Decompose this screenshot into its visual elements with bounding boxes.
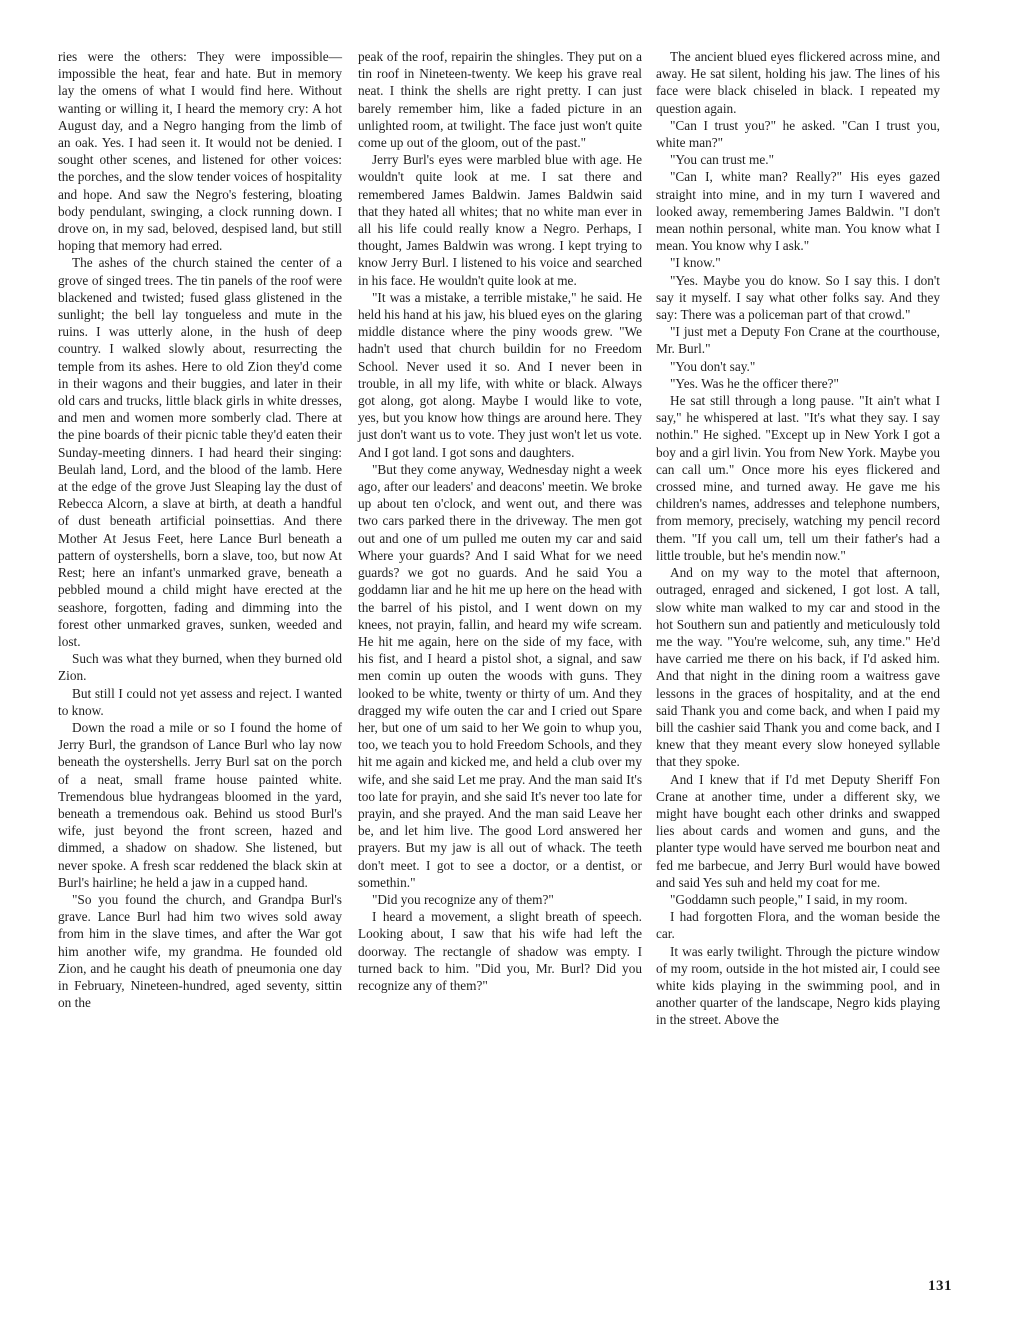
paragraph: I heard a movement, a slight breath of speech. Looking about, I saw that his wife had left the doorway. The rectangle of shadow was empty. I turned back to him. "Did you, Mr. Burl? Did you recognize any of them?" xyxy=(358,909,642,993)
paragraph: The ashes of the church stained the center of a grove of singed trees. The tin panels of the roof were blackened and twisted; fused glass glistened in the sunlight; the bell lay tongueless and mute in the ruins. I was utterly alone, in the hush of deep country. I walked slowly about, resurrecting the temple from its ashes. Here to old Zion they'd come in their wagons and their buggies, and later in their old cars and trucks, little black girls in white dresses, and men and women more somberly clad. There at the pine boards of their picnic table they'd eaten their Sunday-meeting dinners. I had heard their singing: Beulah land, Lord, and the blood of the lamb. Here at the edge of the grove Just Sleaping lay the dust of Rebecca Alcorn, a slave at birth, at death a handful of dust beneath artificial poinsettias. And there Mother At Jesus Feet, here Lance Burl beneath a pattern of oystershells, born a slave, too, but now At Rest; here an infant's unmarked grave, beneath a pebbled mound a child might have erected at the seashore, forgotten, fading and dimming into the forest other unmarked graves, sunken, weeded and lost. xyxy=(58,255,342,649)
paragraph: "Can I trust you?" he asked. "Can I trust you, white man?" xyxy=(656,117,940,151)
paragraph: "Goddamn such people," I said, in my room. xyxy=(670,891,908,907)
paragraph: ries were the others: They were impossible—impossible the heat, fear and hate. But in memory lay the omens of what I would find here. Without wanting or willing it, I heard the memory cry: A hot August day, and a Negro hanging from the limb of an oak. Yes. I had seen it. It would not be denied. I sought other scenes, and listened for other voices: the porches, and the slow tender voices of hospitality and hope. And saw the Negro's festering, bloating body pendulant, swinging, a clock running down. I drove on, in my sad, beloved, despised land, but still hoping that memory had erred. xyxy=(58,49,342,254)
paragraph: "Yes. Was he the officer there?" xyxy=(670,375,839,391)
paragraph: And on my way to the motel that afternoon, outraged, enraged and sickened, I got lost. A tall, slow white man walked to my car and stood in the hot Southern sun and patiently and meticulously told me the way. "You're welcome, suh, any time." He'd have carried me there on his back, if I'd asked him. And that night in the dining room a waitress gave lessons in the graces of hospitality, and at the end said Thank you and come back, and when I paid my bill the cashier said Thank you and come back, and I knew that they meant every slow honeyed syllable that they spoke. xyxy=(656,565,940,770)
paragraph: "But they come anyway, Wednesday night a week ago, after our leaders' and deacons' meetin. We broke up about ten o'clock, and went out, and there was two cars parked there in the driveway. The men got out and one of um pulled me outen my car and said Where your guards? And I said What for we need guards? we got no guards. And he said You a goddamn liar and he hit me up here on the head with the barrel of his pistol, and I went down on my knees, not prayin, fallin, and heard my wife scream. He hit me again, here on the side of my face, with his fist, and I heard a pistol shot, a signal, and saw men comin up outen the woods with guns. They looked to be white, twenty or thirty of um. And they dragged my wife outen the car and I cried out Spare her, but one of um said to her We goin to whup you, too, we teach you to hold Freedom Schools, and they hit me again and kicked me, and held a club over my wife, and she said Let me pray. And the man said It's too late for prayin, and she said It's never too late for prayin, and she prayed. And the man said Leave her be, and let him live. The good Lord answered her prayers. But my jaw is all out of whack. The teeth don't meet. I got to see a doctor, or a dentist, or somethin." xyxy=(358,461,642,890)
paragraph: Such was what they burned, when they burned old Zion. xyxy=(58,651,342,684)
paragraph: "I just met a Deputy Fon Crane at the courthouse, Mr. Burl." xyxy=(656,324,940,357)
paragraph: "Yes. Maybe you do know. So I say this. I don't say it myself. I say what other folks say. And they say: There was a policeman part of that crowd." xyxy=(656,272,940,323)
paragraph: The ancient blued eyes flickered across mine, and away. He sat silent, holding his jaw. The lines of his face were black chiseled in black. I repeated my question again. xyxy=(656,49,940,116)
paragraph: I had forgotten Flora, and the woman beside the car. xyxy=(656,909,940,942)
paragraph: "You can trust me." xyxy=(670,152,775,168)
paragraph: Jerry Burl's eyes were marbled blue with age. He wouldn't quite look at me. I sat there and remembered James Baldwin. James Baldwin said that they hated all whites; that no white man ever in all his life could really know a Negro. Perhaps, I thought, James Baldwin was wrong. I kept trying to know Jerry Burl. I listened to his voice and searched in his face. He wouldn't quite look at me. xyxy=(358,152,642,288)
paragraph: peak of the roof, repairin the shingles. They put on a tin roof in Nineteen-twenty. We keep his grave real neat. I think the shells are right pretty. I can just barely remember him, like a faded picture in an unlighted room, at twilight. The face just won't quite come up out of the gloom, out of the past." xyxy=(358,49,642,151)
text-column-2 xyxy=(358,48,642,994)
paragraph: "Can I, white man? Really?" His eyes gazed straight into mine, and in my turn I wavered and looked away, remembering James Baldwin. "I don't mean nothin personal, white man. You know what I mean. You know why I ask." xyxy=(656,169,940,254)
paragraph: Down the road a mile or so I found the home of Jerry Burl, the grandson of Lance Burl who lay now beneath the oystershells. Jerry Burl sat on the porch of a neat, small frame house painted white. Tremendous blue hydrangeas bloomed in the yard, beneath a tremendous oak. Behind us stood Burl's wife, just beyond the front screen, hazed and dimmed, a shadow on shadow. She listened, but never spoke. A fresh scar reddened the black skin at Burl's hairline; he held a jaw in a cupped hand. xyxy=(58,719,342,890)
paragraph: "It was a mistake, a terrible mistake," he said. He held his hand at his jaw, his blued eyes on the glaring middle distance where the piny woods grew. "We hadn't used that church buildin for no Freedom School. Never used it so. And I never been in trouble, in all my life, with white or black. Always got along, got along. Maybe I would like to vote, yes, but you know how things are around here. They just don't want us to vote. They just won't let us vote. And I got land. I got sons and daughters. xyxy=(358,289,642,460)
text-column-3 xyxy=(656,48,940,1029)
paragraph: And I knew that if I'd met Deputy Sheriff Fon Crane at another time, under a different sky, we might have bought each other drinks and swapped lies about cards and women and guns, and the planter type would have served me bourbon neat and fed me barbecue, and Jerry Burl would have bowed and said Yes suh and held my coat for me. xyxy=(656,771,940,890)
page-number: 131 xyxy=(928,1278,952,1294)
paragraph: "I know." xyxy=(670,255,721,271)
paragraph: "You don't say." xyxy=(670,358,756,374)
paragraph: "Did you recognize any of them?" xyxy=(372,891,554,907)
paragraph: It was early twilight. Through the picture window of my room, outside in the hot misted air, I could see white kids playing in the swimming pool, and in another quarter of the landscape, Negro kids playing in the street. Above the xyxy=(656,943,940,1028)
paragraph: "So you found the church, and Grandpa Burl's grave. Lance Burl had him two wives sold away from him in the slave times, and after the War got him another wife, my grandma. He founded old Zion, and he caught his death of pneumonia one day in February, Nineteen-hundred, aged seventy, sittin on the xyxy=(58,891,342,1011)
text-column-1 xyxy=(58,48,342,1011)
paragraph: But still I could not yet assess and reject. I wanted to know. xyxy=(58,685,342,718)
paragraph: He sat still through a long pause. "It ain't what I say," he whispered at last. "It's what they say. I say nothin." He sighed. "Except up in New York I got a boy and a girl livin. You from New York. Maybe you can call um." Once more his eyes flickered and crossed mine, and turned away. He gave me his children's names, addresses and telephone numbers, from memory, precisely, watching my pencil record them. "If you call um, tell um their father's had a little trouble, but he's mendin now." xyxy=(656,393,940,563)
